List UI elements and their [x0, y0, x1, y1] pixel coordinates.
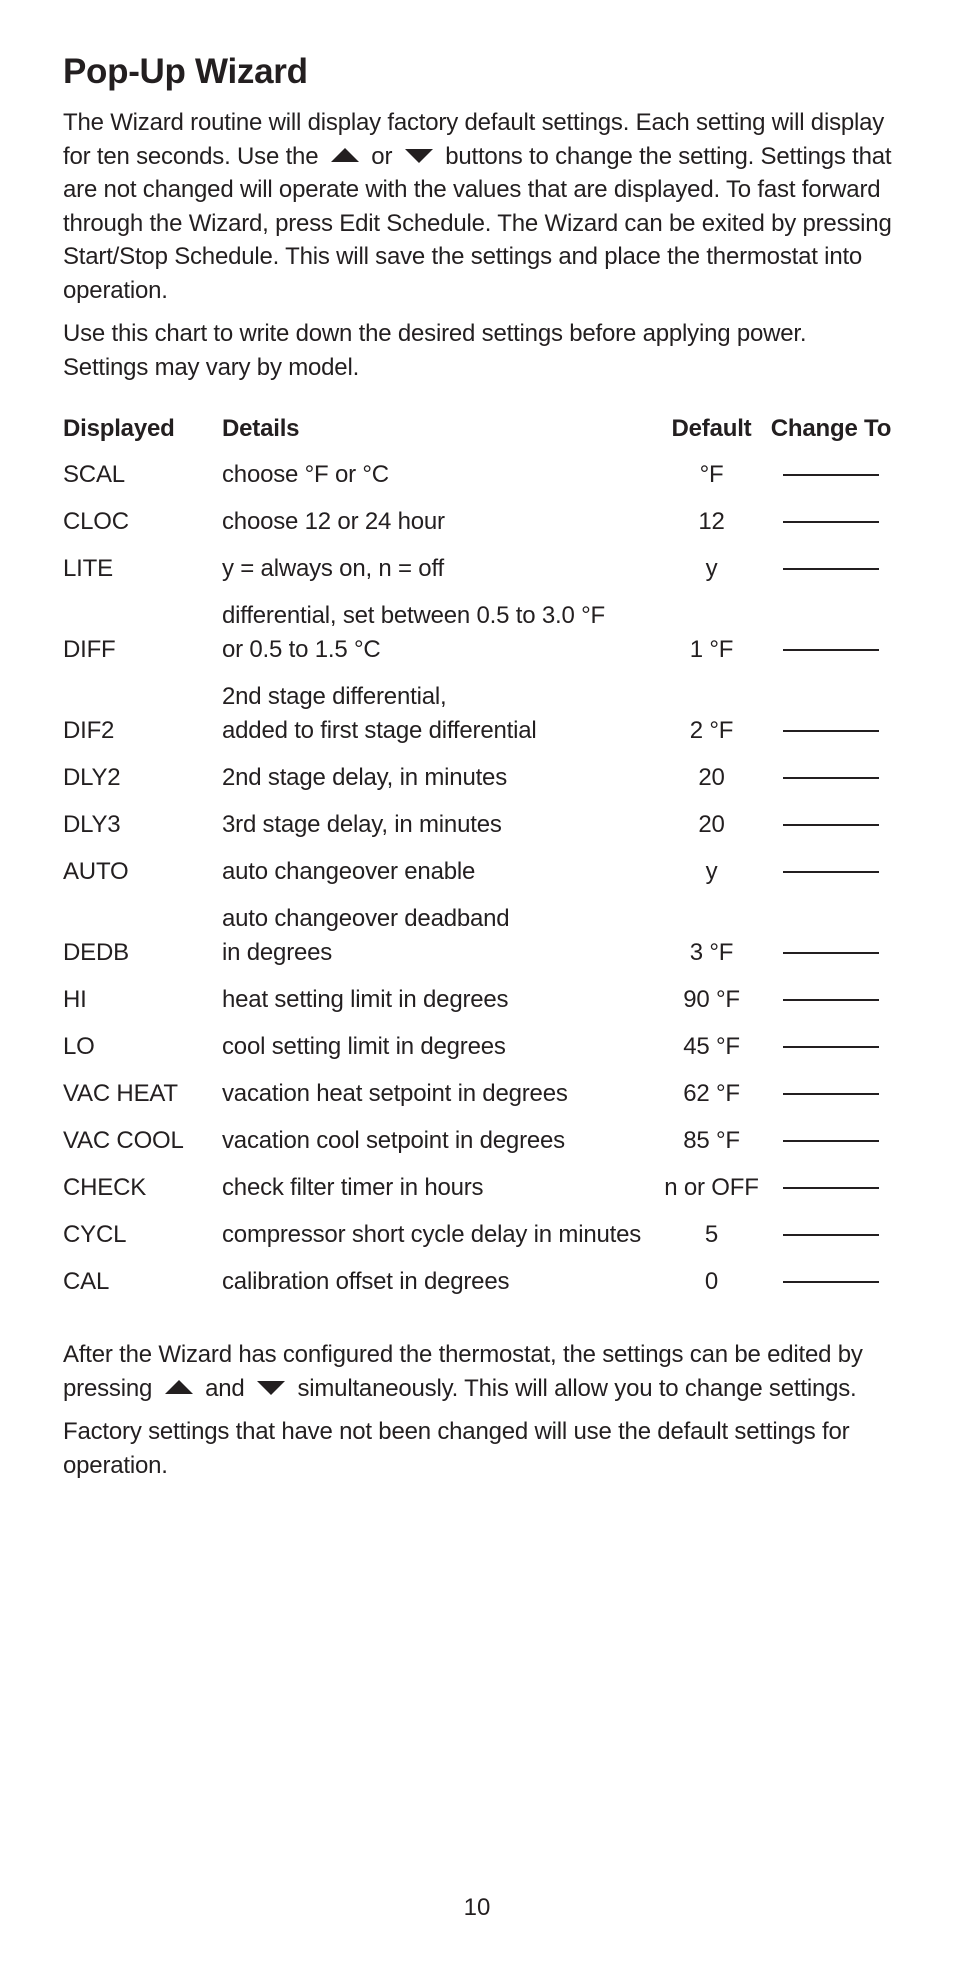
setting-default: 90 °F — [683, 986, 740, 1013]
setting-code: DLY3 — [63, 811, 121, 838]
table-row — [63, 808, 893, 855]
setting-details-line: compressor short cycle delay in minutes — [222, 1221, 642, 1248]
setting-default: 2 °F — [689, 717, 734, 744]
outro-text-a: After the Wizard has configured the thermostat, the settings can be edited by pressing — [63, 1341, 863, 1402]
setting-default: 12 — [698, 508, 725, 535]
outro-text-b: simultaneously. This will allow you to change settings. — [297, 1374, 857, 1402]
setting-details-line: auto changeover deadband — [222, 905, 510, 932]
table-row — [63, 761, 893, 808]
setting-details — [222, 855, 654, 902]
table-row — [63, 1124, 893, 1171]
table-row — [63, 1218, 893, 1265]
setting-default: 3 °F — [689, 939, 734, 966]
setting-details — [222, 552, 654, 599]
setting-details-line: calibration offset in degrees — [222, 1268, 510, 1295]
setting-code: CHECK — [63, 1174, 147, 1201]
manual-page — [63, 52, 893, 1492]
setting-code: LITE — [63, 555, 113, 582]
setting-details — [222, 902, 654, 983]
setting-default: °F — [699, 461, 724, 488]
change-to-blank-line — [783, 499, 879, 523]
outro-paragraph-1 — [63, 1338, 893, 1405]
setting-details — [222, 1265, 654, 1312]
setting-details-line: vacation heat setpoint in degrees — [222, 1080, 568, 1107]
setting-default: 0 — [704, 1268, 719, 1295]
setting-details — [222, 983, 654, 1030]
setting-details — [222, 761, 654, 808]
change-to-cell — [769, 1077, 893, 1124]
change-to-blank-line — [783, 930, 879, 954]
change-to-cell — [769, 599, 893, 680]
setting-details-line: cool setting limit in degrees — [222, 1033, 506, 1060]
outro-text-and: and — [205, 1374, 245, 1402]
table-row — [63, 680, 893, 761]
settings-table — [63, 412, 893, 1312]
header-details: Details — [222, 415, 300, 442]
change-to-blank-line — [783, 977, 879, 1001]
setting-default: n or OFF — [664, 1174, 759, 1201]
setting-details-line: 3rd stage delay, in minutes — [222, 811, 502, 838]
change-to-blank-line — [783, 1259, 879, 1283]
table-row — [63, 1171, 893, 1218]
header-change-to: Change To — [770, 415, 892, 442]
change-to-cell — [769, 902, 893, 983]
setting-default: 5 — [704, 1221, 719, 1248]
change-to-blank-line — [783, 627, 879, 651]
table-row — [63, 552, 893, 599]
table-row — [63, 855, 893, 902]
setting-details-line: y = always on, n = off — [222, 555, 444, 582]
change-to-cell — [769, 1218, 893, 1265]
change-to-cell — [769, 1124, 893, 1171]
change-to-cell — [769, 983, 893, 1030]
setting-code: VAC HEAT — [63, 1080, 178, 1107]
page-title: Pop-Up Wizard — [63, 52, 308, 91]
setting-details — [222, 1030, 654, 1077]
setting-default: 85 °F — [683, 1127, 740, 1154]
setting-details-line: vacation cool setpoint in degrees — [222, 1127, 565, 1154]
settings-table-body — [63, 458, 893, 1312]
table-row — [63, 505, 893, 552]
change-to-blank-line — [783, 849, 879, 873]
setting-code: CYCL — [63, 1221, 127, 1248]
setting-code: CAL — [63, 1268, 110, 1295]
setting-default: y — [705, 555, 718, 582]
change-to-blank-line — [783, 1024, 879, 1048]
change-to-blank-line — [783, 1071, 879, 1095]
change-to-cell — [769, 1265, 893, 1312]
down-arrow-icon — [257, 1381, 285, 1395]
change-to-blank-line — [783, 755, 879, 779]
change-to-blank-line — [783, 1118, 879, 1142]
setting-details-line: added to first stage differential — [222, 717, 537, 744]
setting-details — [222, 1171, 654, 1218]
intro-text-or: or — [371, 142, 393, 170]
setting-default: 20 — [698, 811, 725, 838]
setting-default: 20 — [698, 764, 725, 791]
setting-details — [222, 505, 654, 552]
change-to-blank-line — [783, 452, 879, 476]
setting-details-line: choose °F or °C — [222, 461, 389, 488]
setting-details-line: in degrees — [222, 939, 333, 966]
setting-details-line: auto changeover enable — [222, 858, 476, 885]
setting-details — [222, 458, 654, 505]
change-to-blank-line — [783, 1212, 879, 1236]
setting-details — [222, 1077, 654, 1124]
setting-default: y — [705, 858, 718, 885]
change-to-blank-line — [783, 802, 879, 826]
setting-code: DEDB — [63, 939, 129, 966]
up-arrow-icon — [165, 1380, 193, 1394]
change-to-cell — [769, 1030, 893, 1077]
change-to-cell — [769, 855, 893, 902]
change-to-blank-line — [783, 1165, 879, 1189]
setting-code: DIFF — [63, 636, 116, 663]
setting-details-line: or 0.5 to 1.5 °C — [222, 636, 381, 663]
change-to-cell — [769, 552, 893, 599]
intro-text-b: buttons to change the setting. Settings that are not changed will operate with the values that are displayed. To fast forward through the Wizard, press Edit Schedule. The Wizard can be exited by pressing Start/Stop Schedule. This will save the settings and place the thermostat into operation. — [63, 142, 892, 304]
setting-details — [222, 599, 654, 680]
down-arrow-icon — [405, 149, 433, 163]
setting-code: HI — [63, 986, 87, 1013]
setting-details-line: 2nd stage delay, in minutes — [222, 764, 508, 791]
setting-code: SCAL — [63, 461, 125, 488]
setting-details-line: check filter timer in hours — [222, 1174, 484, 1201]
setting-details — [222, 1218, 654, 1265]
intro-paragraph-2: Use this chart to write down the desired settings before applying power. Settings may vary by model. — [63, 320, 807, 381]
change-to-cell — [769, 458, 893, 505]
setting-default: 1 °F — [689, 636, 734, 663]
change-to-cell — [769, 680, 893, 761]
setting-code: LO — [63, 1033, 95, 1060]
table-row — [63, 1077, 893, 1124]
setting-details-line: heat setting limit in degrees — [222, 986, 509, 1013]
setting-details — [222, 680, 654, 761]
setting-code: DLY2 — [63, 764, 121, 791]
up-arrow-icon — [331, 148, 359, 162]
header-default: Default — [671, 415, 752, 442]
change-to-blank-line — [783, 708, 879, 732]
setting-details-line: differential, set between 0.5 to 3.0 °F — [222, 602, 605, 629]
setting-code: AUTO — [63, 858, 129, 885]
outro-paragraph-2: Factory settings that have not been changed will use the default settings for operation. — [63, 1418, 850, 1479]
setting-details-line: 2nd stage differential, — [222, 683, 447, 710]
change-to-cell — [769, 1171, 893, 1218]
page-number: 10 — [463, 1894, 491, 1921]
setting-details — [222, 1124, 654, 1171]
setting-default: 62 °F — [683, 1080, 740, 1107]
intro-text-a: The Wizard routine will display factory default settings. Each setting will display for ten seconds. Use the — [63, 109, 885, 170]
setting-code: DIF2 — [63, 717, 115, 744]
table-row — [63, 1265, 893, 1312]
change-to-cell — [769, 761, 893, 808]
change-to-blank-line — [783, 546, 879, 570]
intro-paragraph-1 — [63, 106, 893, 307]
setting-details-line: choose 12 or 24 hour — [222, 508, 445, 535]
change-to-cell — [769, 505, 893, 552]
setting-default: 45 °F — [683, 1033, 740, 1060]
table-row — [63, 983, 893, 1030]
header-displayed: Displayed — [63, 415, 175, 442]
table-row — [63, 458, 893, 505]
setting-code: CLOC — [63, 508, 129, 535]
change-to-cell — [769, 808, 893, 855]
table-row — [63, 902, 893, 983]
table-row — [63, 599, 893, 680]
table-header-row — [63, 412, 893, 458]
table-row — [63, 1030, 893, 1077]
setting-code: VAC COOL — [63, 1127, 184, 1154]
setting-details — [222, 808, 654, 855]
